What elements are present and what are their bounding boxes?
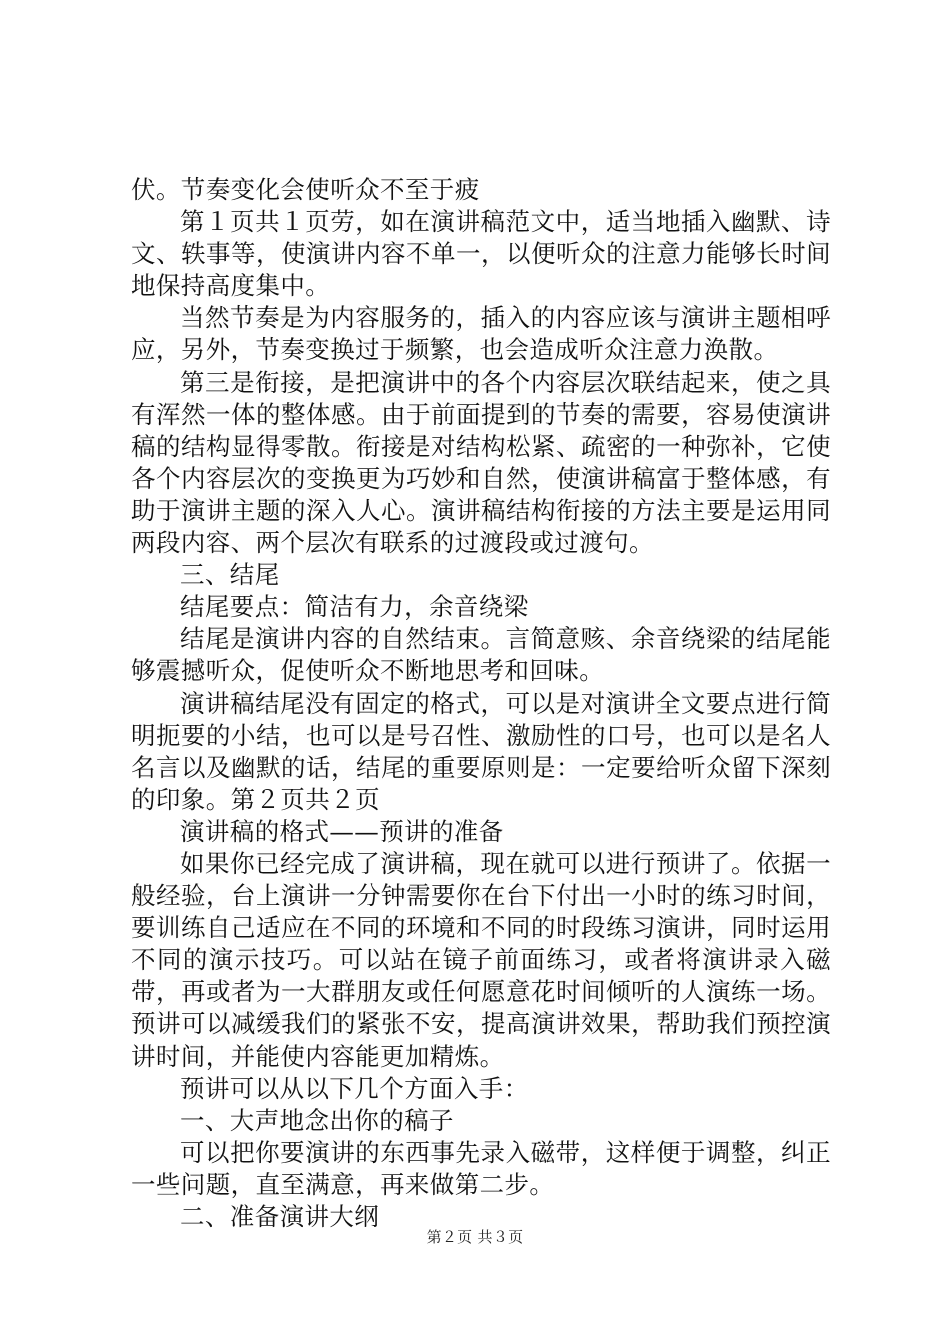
paragraph: 演讲稿结尾没有固定的格式，可以是对演讲全文要点进行简明扼要的小结，也可以是号召性、激励性的口号，也可以是名人名言以及幽默的话，结尾的重要原则是：一定要给听众留下深刻的印象。第２页共２页 (131, 688, 831, 814)
paragraph: 当然节奏是为内容服务的，插入的内容应该与演讲主题相呼应，另外，节奏变换过于频繁，也会造成听众注意力涣散。 (131, 303, 831, 365)
section-subheading: 结尾要点：简洁有力，余音绕梁 (180, 592, 529, 622)
section-heading: 二、准备演讲大纲 (180, 1202, 380, 1231)
section-heading: 三、结尾 (180, 560, 280, 590)
page-number-label: 第２页 共３页 (426, 1228, 524, 1246)
paragraph: 结尾是演讲内容的自然结束。言简意赅、余音绕梁的结尾能够震撼听众，促使听众不断地思考和回味。 (131, 624, 831, 686)
paragraph: 第三是衔接，是把演讲中的各个内容层次联结起来，使之具有浑然一体的整体感。由于前面提到的节奏的需要，容易使演讲稿的结构显得零散。衔接是对结构松紧、疏密的一种弥补，它使各个内容层次的变换更为巧妙和自然，使演讲稿富于整体感，有助于演讲主题的深入人心。演讲稿结构衔接的方法主要是运用同两段内容、两个层次有联系的过渡段或过渡句。 (131, 367, 831, 558)
paragraph: 第１页共１页劳，如在演讲稿范文中，适当地插入幽默、诗文、轶事等，使演讲内容不单一，以便听众的注意力能够长时间地保持高度集中。 (131, 207, 831, 301)
paragraph: 可以把你要演讲的东西事先录入磁带，这样便于调整，纠正一些问题，直至满意，再来做第二步。 (131, 1137, 831, 1199)
paragraph: 伏。节奏变化会使听众不至于疲 (131, 175, 480, 204)
document-body (131, 174, 831, 1233)
page-footer (0, 1227, 950, 1247)
paragraph: 如果你已经完成了演讲稿，现在就可以进行预讲了。依据一般经验，台上演讲一分钟需要你在台下付出一小时的练习时间，要训练自己适应在不同的环境和不同的时段练习演讲，同时运用不同的演示技巧。可以站在镜子前面练习，或者将演讲录入磁带，再或者为一大群朋友或任何愿意花时间倾听的人演练一场。预讲可以减缓我们的紧张不安，提高演讲效果，帮助我们预控演讲时间，并能使内容能更加精炼。 (131, 848, 831, 1071)
section-heading: 演讲稿的格式——预讲的准备 (180, 816, 504, 846)
section-heading: 一、大声地念出你的稿子 (180, 1105, 454, 1135)
paragraph: 预讲可以从以下几个方面入手： (180, 1073, 529, 1103)
